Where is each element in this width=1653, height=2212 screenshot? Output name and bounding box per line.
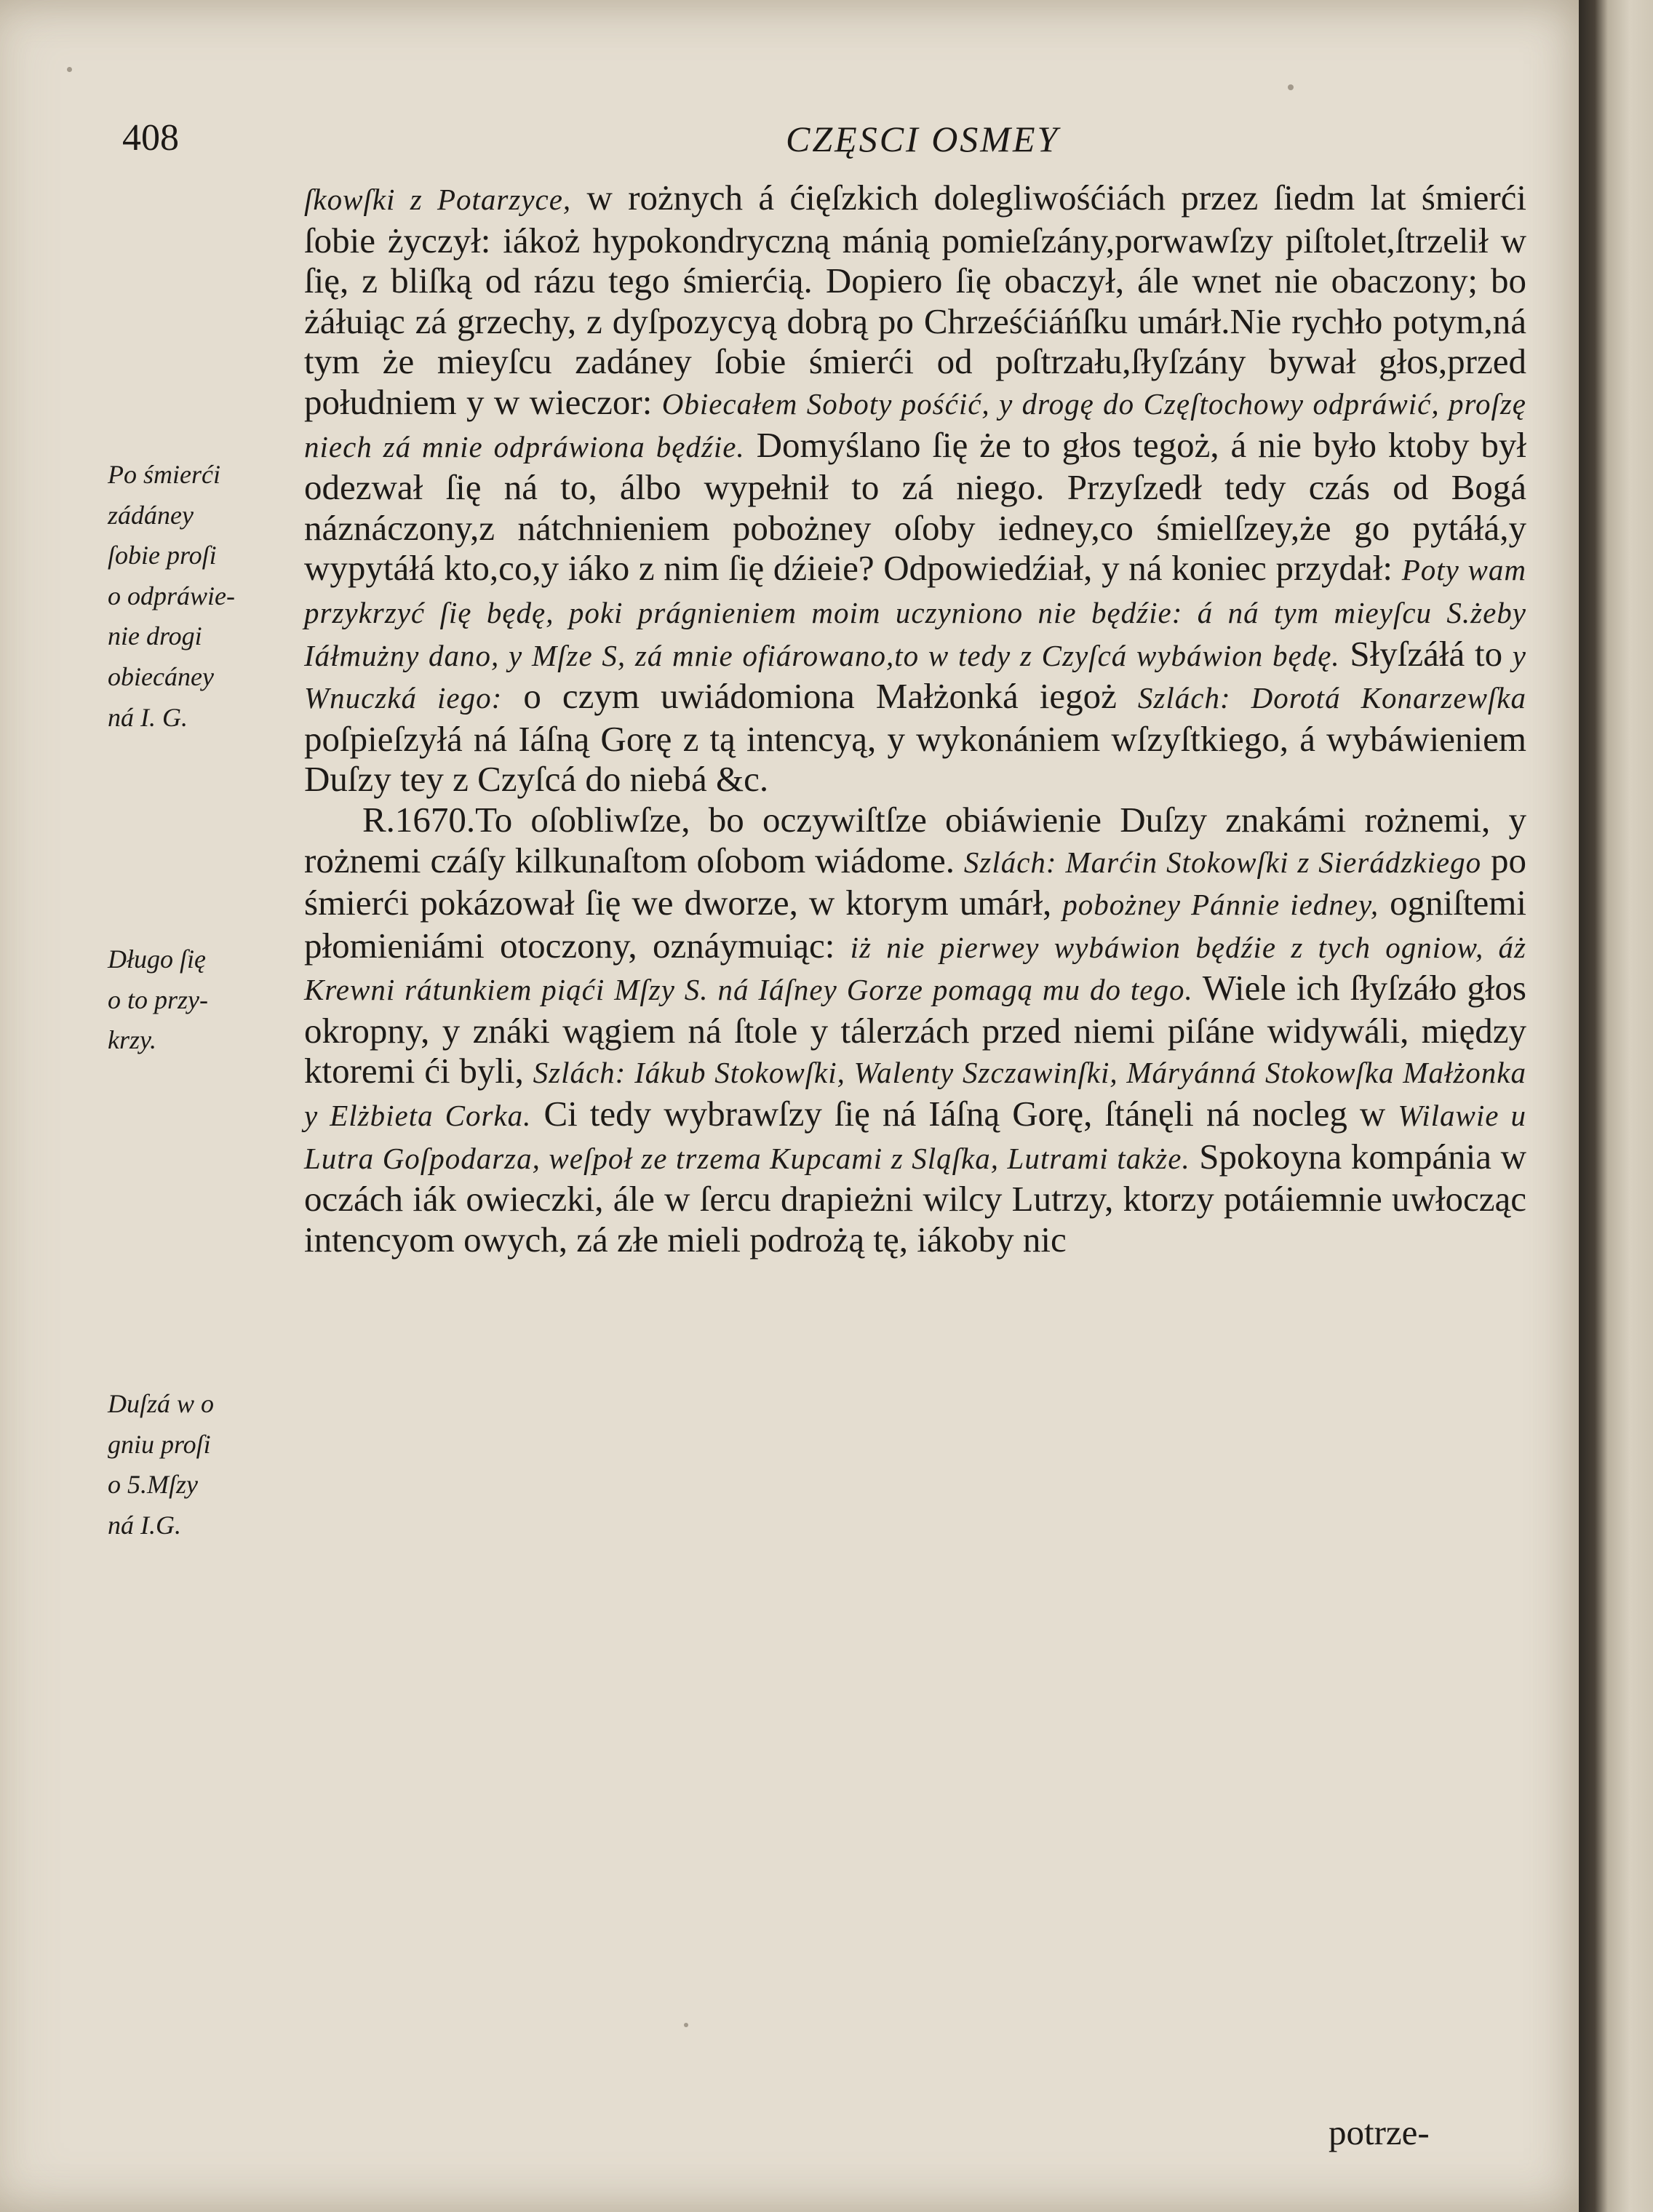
- text-run: ogniſtemi płomieniámi otoczony, oznáymuiąc:: [304, 883, 1526, 966]
- marginal-note-line: obiecáney: [108, 661, 214, 691]
- italic-run: Szlách: Dorotá Konarzewſka: [1137, 681, 1527, 715]
- marginal-note-line: o odpráwie-: [108, 581, 235, 610]
- marginal-note-line: o to przy-: [108, 984, 208, 1014]
- paper-blemish: [684, 2023, 688, 2027]
- marginal-note-line: nie drogi: [108, 621, 202, 651]
- paragraph: [304, 800, 1526, 1260]
- italic-run: Szlách: Iákub Stokowſki, Walenty Szczawinſki, Máryánná Stokowſka Małżonka y Elżbieta Corka.: [304, 1056, 1526, 1133]
- italic-run: ſkowſki z Potarzyce,: [304, 183, 572, 216]
- body-text: [304, 178, 1526, 1260]
- text-run: Słyſzáłá to: [1339, 633, 1513, 674]
- marginal-note-line: krzy.: [108, 1025, 156, 1055]
- page-header: [0, 116, 1579, 167]
- page-number: 408: [122, 117, 179, 159]
- marginal-note: [108, 939, 304, 1061]
- text-run: o czym uwiádomiona Małżonká iegoż: [502, 676, 1138, 717]
- running-head: CZĘSCI OSMEY: [786, 119, 1060, 159]
- italic-run: Obiecałem Soboty pośćić, y drogę do Częſtochowy odpráwić, proſzę niech zá mnie odpráwiona będźie.: [304, 386, 1526, 464]
- italic-run: Szlách: Marćin Stokowſki z Sierádzkiego: [963, 845, 1482, 879]
- paper-blemish: [67, 67, 72, 72]
- marginal-note-line: Duſzá w o: [108, 1389, 215, 1418]
- text-run: Ci tedy wybrawſzy ſię ná Iáſną Gorę, ſtánęli ná nocleg w: [531, 1094, 1398, 1134]
- text-run: Spokoyna kompánia w oczách iák owieczki, ále w ſercu drapieżni wilcy Lutrzy, ktorzy potáiemnie uwłocząc intencyom owych, zá złe mieli podrożą tę, iákoby nic: [304, 1136, 1526, 1260]
- marginal-note-line: o 5.Mſzy: [108, 1470, 198, 1500]
- text-run: poſpieſzyłá ná Iáſną Gorę z tą intencyą, y wykonániem wſzyſtkiego, á wybáwieniem Duſzy tey z Czyſcá do niebá &c.: [304, 718, 1526, 800]
- marginal-note: [108, 455, 304, 738]
- marginal-note: [108, 1384, 304, 1545]
- italic-run: Poty wam przykrzyć ſię będę, poki prágnieniem moim uczyniono nie będźie: á ná tym mieyſcu S.żeby Iáłmużny dano, y Mſze S, zá mnie ofiárowano,to w tedy z Czyſcá wybáwion będę.: [304, 553, 1526, 672]
- book-gutter: [1579, 0, 1653, 2212]
- italic-run: iż nie pierwey wybáwion będźie z tych ogniow, áż Krewni rátunkiem piąći Mſzy S. ná Iáſney Gorze pomagą mu do tego.: [304, 930, 1526, 1007]
- text-run: R.1670.To oſobliwſze, bo oczywiſtſze obiáwienie Duſzy znakámi rożnemi, y rożnemi czáſy kilkunaſtom oſobom wiádome.: [304, 799, 1526, 880]
- paper-blemish: [1288, 84, 1294, 90]
- marginal-note-line: ſobie proſi: [108, 541, 217, 570]
- marginal-note-line: Długo ſię: [108, 944, 206, 974]
- text-run: Wiele ich ſłyſzáło głos okropny, y znáki wągiem ná ſtole y tálerzách przed niemi piſáne widywáli, między ktoremi ći byli,: [304, 968, 1526, 1091]
- italic-run: Wilawie u Lutra Goſpodarza, weſpoł ze trzema Kupcami z Sląſka, Lutrami także.: [304, 1099, 1526, 1175]
- text-run: w rożnych á ćięſzkich dolegliwośćiách przez ſiedm lat śmierći ſobie życzył: iákoż hypokondryczną mánią pomieſzány,porwawſzy piſtolet,ſtrzelił w ſię, z bliſką od rázu tego śmierćią. Dopiero ſię obaczył, ále wnet nie obaczony; bo żáłuiąc zá grzechy, z dyſpozycyą dobrą po Chrześćiáńſku umárł.Nie rychło potym,ná tym że mieyſcu zadáney ſobie śmierći od poſtrzału,ſłyſzány bywał głos,przed południem y w wieczor:: [304, 178, 1527, 422]
- italic-run: pobożney Pánnie iedney,: [1062, 888, 1379, 922]
- marginal-note-line: zádáney: [108, 500, 194, 530]
- text-run: Domyślano ſię że to głos tegoż, á nie było ktoby był odezwał ſię ná to, álbo wypełnił to zá niego. Przyſzedł tedy czás od Bogá náznáczony,z nátchnieniem pobożney oſoby iedney,co śmielſzey,że go pytáłá,y wypytáłá kto,co,y iáko z nim ſię dźieie? Odpowiedźiał, y ná koniec przydał:: [304, 424, 1526, 589]
- marginal-note-line: ná I. G.: [108, 702, 188, 732]
- marginal-note-line: Po śmierći: [108, 460, 220, 489]
- catchword: potrze-: [1329, 2112, 1430, 2152]
- text-run: po śmierći pokázował ſię we dworze, w ktorym umárł,: [304, 840, 1527, 923]
- italic-run: y Wnuczká iego:: [304, 638, 1526, 715]
- marginal-note-line: ná I.G.: [108, 1510, 181, 1540]
- paragraph: [304, 178, 1526, 800]
- marginal-note-line: gniu proſi: [108, 1429, 211, 1459]
